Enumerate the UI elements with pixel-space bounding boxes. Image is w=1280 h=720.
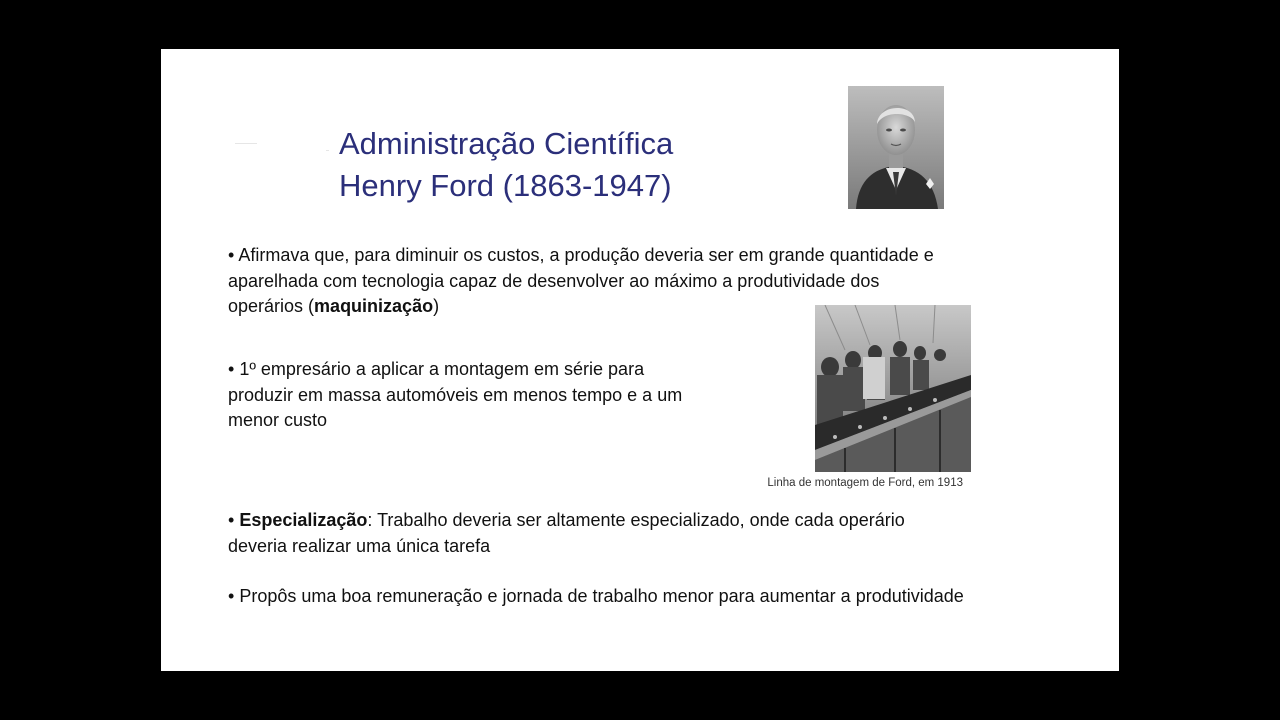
assembly-line-image — [815, 305, 971, 472]
portrait-image — [848, 86, 944, 209]
slide — [161, 49, 1119, 671]
bullet-marker: • — [228, 586, 235, 606]
bullet-paragraph-3 — [228, 508, 968, 559]
p3-text: : Trabalho deveria ser altamente especializado, onde cada operário deveria realizar uma única tarefa — [228, 510, 905, 556]
decorative-mark — [235, 143, 257, 144]
bullet-marker: • — [228, 245, 235, 265]
bullet-marker: • — [228, 510, 235, 530]
image-caption: Linha de montagem de Ford, em 1913 — [767, 477, 963, 489]
slide-title — [339, 123, 673, 207]
decorative-mark — [326, 150, 329, 151]
bullet-paragraph-4 — [228, 584, 968, 610]
p2-text: 1º empresário a aplicar a montagem em série para produzir em massa automóveis em menos tempo e a um menor custo — [228, 359, 683, 430]
title-line-1: Administração Científica — [339, 126, 674, 161]
p3-bold-term: Especialização — [239, 510, 368, 530]
p4-text: Propôs uma boa remuneração e jornada de trabalho menor para aumentar a produtividade — [234, 586, 964, 606]
title-line-2: Henry Ford (1863-1947) — [339, 168, 672, 203]
p1-bold-term: maquinização — [314, 296, 434, 316]
bullet-marker: • — [228, 359, 235, 379]
p1-text: Afirmava que, para diminuir os custos, a produção deveria ser em grande quantidade e aparelhada com tecnologia capaz de desenvolver ao máximo a produtividade dos operários ( — [228, 245, 934, 316]
p1-text-end: ) — [433, 296, 440, 316]
bullet-paragraph-1 — [228, 243, 958, 320]
bullet-paragraph-2 — [228, 357, 698, 434]
